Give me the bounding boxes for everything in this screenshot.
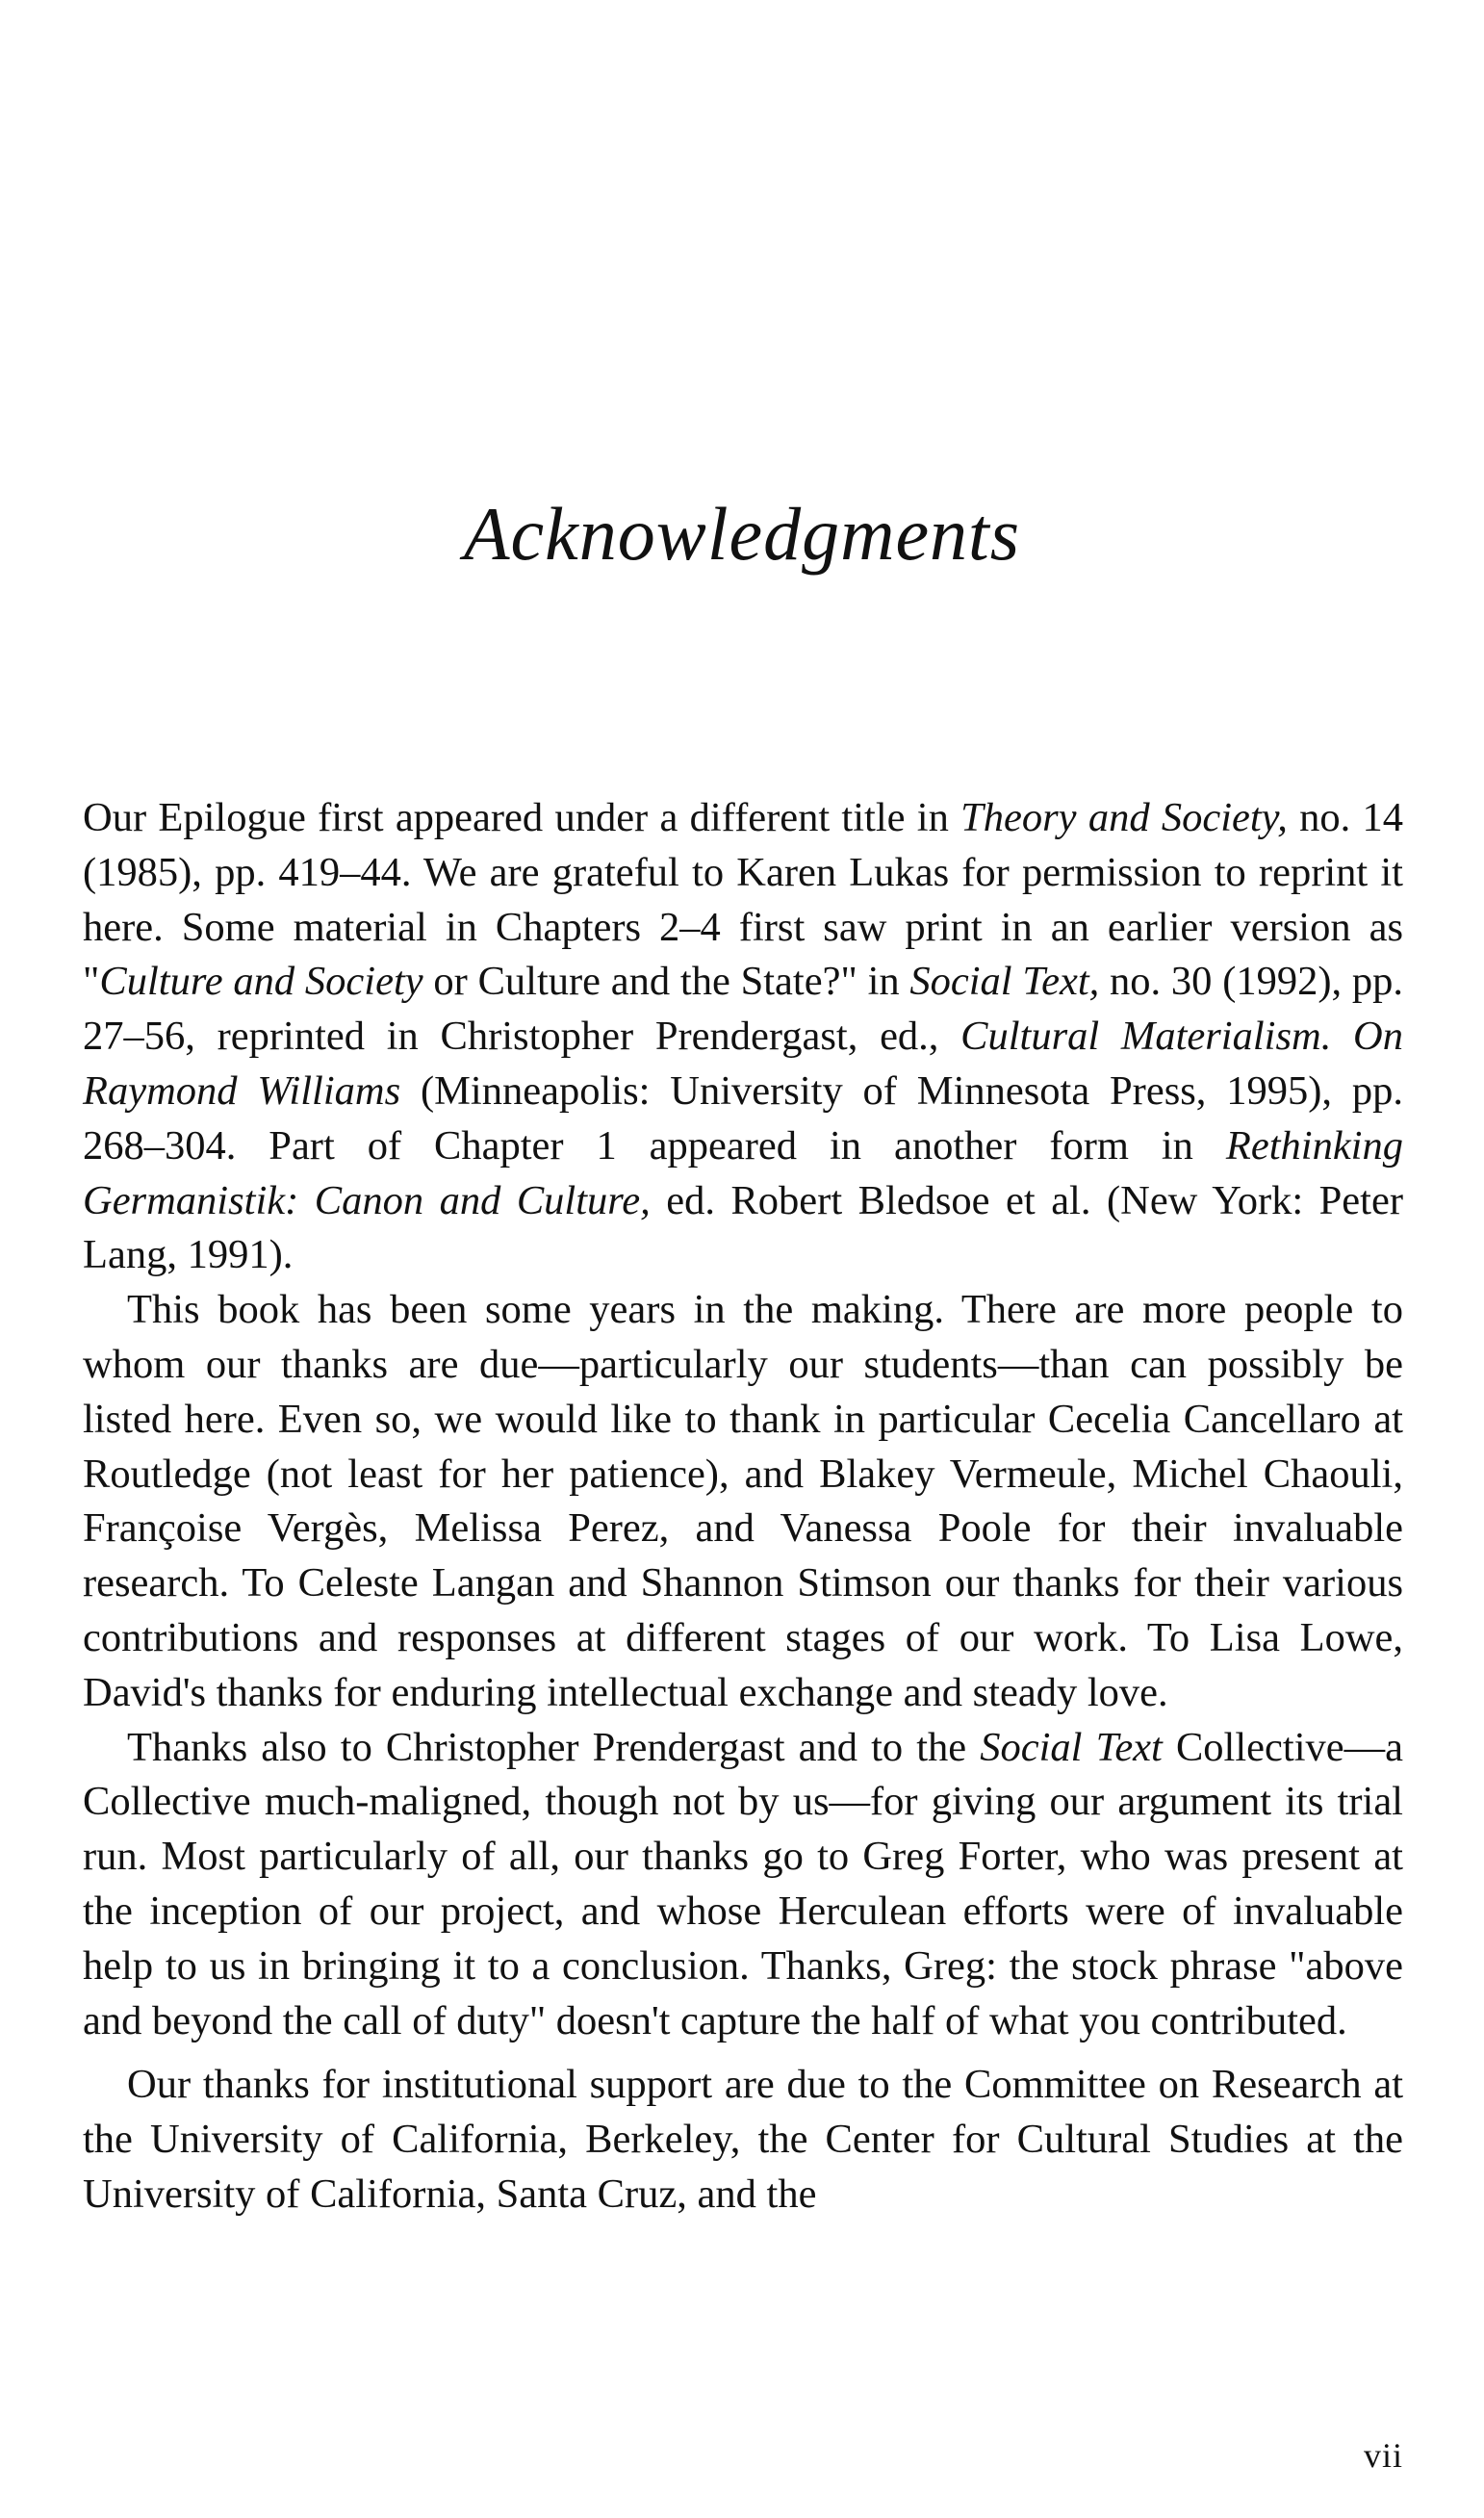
text-segment: Thanks also to Christopher Prendergast and to the [127,1724,981,1770]
page-title: Acknowledgments [463,492,1021,576]
acknowledgments-body [83,791,1403,2223]
text-segment-italic: Rethinking Germanistik: Canon and Culture, [83,1122,1403,1223]
paragraph-thanks-collective [83,1721,1403,2049]
text-segment: (Minneapolis: University of Minnesota Press, 1995), pp. 268–304. Part of Chapter 1 appeared in another form in [83,1067,1403,1169]
text-segment-italic: Theory and Society, [960,795,1288,840]
text-segment-italic: Cultural Materialism. On Raymond Williams [83,1014,1403,1114]
text-segment: no. 30 (1992), pp. 27–56, reprinted in Christopher Prendergast, ed., [83,959,1404,1060]
text-segment: Collective—a Collective much-maligned, though not by us—for giving our argument its trial run. Most particularly of all, our thanks go to Greg Forter, who was present at the inception of our project, and whose Herculean efforts were of invaluable help to us in bringing it to a conclusion. Thanks, Greg: the stock phrase "above and beyond the call of duty" doesn't capture the half of what you contributed. [83,1724,1403,2043]
text-segment: This book has been some years in the making. There are more people to whom our thanks are due—particularly our students—than can possibly be listed here. Even so, we would like to thank in particular Cecelia Cancellaro at Routledge (not least for her patience), and Blakey Vermeule, Michel Chaouli, Françoise Vergès, Melissa Perez, and Vanessa Poole for their invaluable research. To Celeste Langan and Shannon Stimson our thanks for their various contributions and responses at different stages of our work. To Lisa Lowe, David's thanks for enduring intellectual exchange and steady love. [83,1287,1403,1715]
text-segment: Our thanks for institutional support are due to the Committee on Research at the University of California, Berkeley, the Center for Cultural Studies at the University of California, Santa Cruz, and the [83,2062,1403,2217]
paragraph-thanks-people [83,1283,1403,1720]
paragraph-institutional-support [83,2058,1403,2222]
text-segment: Our Epilogue first appeared under a different title in [83,795,961,840]
text-segment: ed. Robert Bledsoe et al. (New York: Peter Lang, 1991). [83,1177,1403,1278]
text-segment-italic: Social Text [980,1724,1163,1770]
paragraph-epilogue [83,791,1403,1283]
text-segment: no. 14 (1985), pp. 419–44. We are grateful to Karen Lukas for permission to reprint it here. Some material in Chapters 2–4 first saw print in an earlier version as " [83,795,1404,1005]
text-segment-italic: Culture and Society [99,959,423,1005]
text-segment: or Culture and the State?" in [422,959,910,1005]
text-segment-italic: Social Text, [909,959,1100,1005]
page-number: vii [1363,2436,1403,2475]
